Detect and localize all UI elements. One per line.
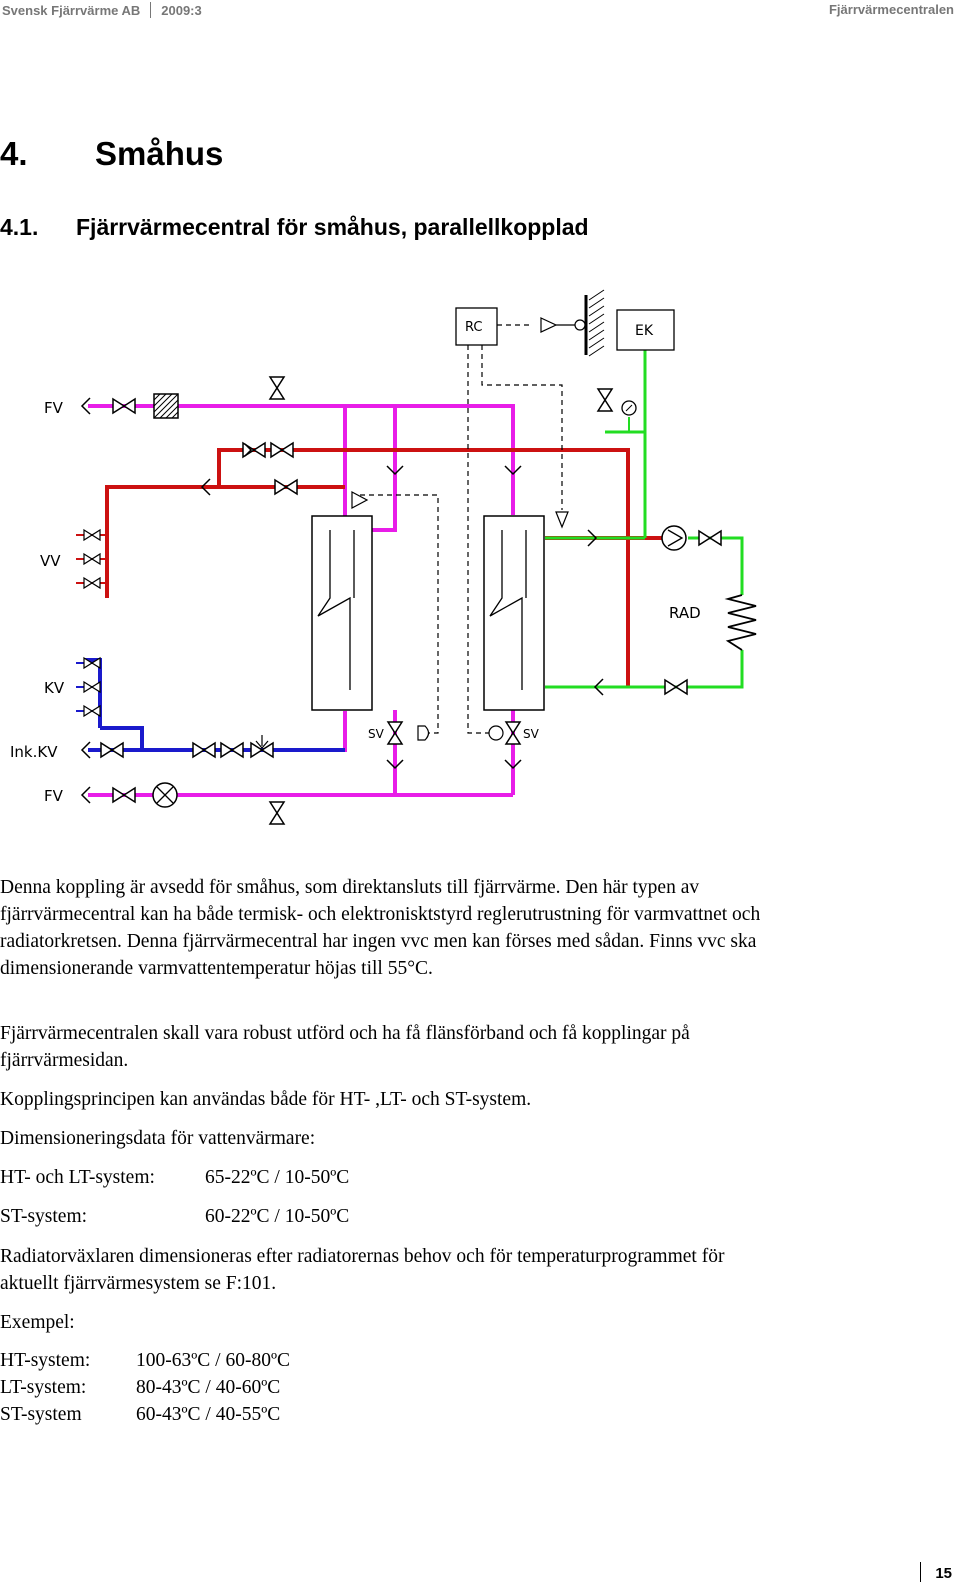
tap-valves-vv — [76, 530, 107, 588]
dimension-label: HT- och LT-system: — [0, 1167, 155, 1188]
radiator-return-pipe — [107, 450, 665, 687]
valve-icon — [113, 399, 135, 413]
dimension-value: 65-22ºC / 10-50ºC — [205, 1167, 350, 1188]
label-fv-bottom: FV — [44, 787, 63, 805]
chapter-title: Småhus — [95, 135, 224, 172]
district-heating-diagram — [0, 280, 960, 840]
dimension-value: 60-22ºC / 10-50ºC — [205, 1206, 350, 1227]
label-vv: VV — [40, 552, 61, 570]
valve-icon — [113, 788, 135, 802]
section-number: 4.1. — [0, 214, 39, 240]
pressure-gauge-icon — [622, 401, 636, 432]
valve-icon — [270, 377, 284, 399]
body-paragraph: Kopplingsprincipen kan användas både för HT- ,LT- och ST-system. — [0, 1089, 532, 1110]
actuator-icon — [418, 726, 503, 740]
valve-icon — [101, 743, 123, 757]
label-ink-kv: Ink.KV — [10, 743, 58, 761]
page-number — [920, 1562, 952, 1582]
radiator-icon — [728, 595, 756, 650]
page-divider — [920, 1562, 921, 1582]
example-value: 60-43ºC / 40-55ºC — [136, 1404, 281, 1425]
label-ek: EK — [635, 323, 654, 339]
valve-icon — [699, 531, 721, 545]
energy-meter-icon — [153, 783, 177, 807]
valve-icon — [193, 743, 215, 757]
example-row — [0, 1401, 280, 1428]
heat-exchanger-left — [312, 516, 372, 710]
example-row — [0, 1374, 280, 1401]
dimension-row — [0, 1203, 349, 1230]
cold-water-pipe — [84, 660, 345, 750]
valve-icon — [665, 680, 687, 694]
valve-icon — [271, 443, 293, 457]
pump-icon — [662, 526, 686, 550]
outer-wall — [586, 290, 604, 356]
example-row — [0, 1347, 290, 1374]
example-label: LT-system: — [0, 1377, 87, 1398]
label-sv-left: SV — [368, 727, 384, 741]
label-rc: RC — [465, 320, 483, 335]
label-rad: RAD — [669, 604, 701, 622]
radiator-circuit-pipe — [545, 350, 742, 687]
label-sv-right: SV — [523, 727, 539, 741]
heat-exchanger-right — [484, 516, 544, 710]
label-fv-top: FV — [44, 399, 63, 417]
chapter-number: 4. — [0, 135, 28, 172]
valve-icon — [275, 480, 297, 494]
label-kv: KV — [44, 679, 65, 697]
body-paragraph: Exempel: — [0, 1312, 75, 1333]
safety-valve-icon — [598, 389, 612, 411]
example-label: ST-system — [0, 1404, 82, 1425]
dimension-row — [0, 1164, 349, 1191]
section-name: Fjärrvärmecentralen — [828, 2, 954, 17]
company-name: Svensk Fjärrvärme AB — [2, 3, 141, 18]
running-header — [2, 2, 202, 18]
valve-icon — [506, 722, 520, 744]
valve-icon — [221, 743, 243, 757]
body-paragraph: Dimensioneringsdata för vattenvärmare: — [0, 1128, 316, 1149]
valve-icon — [270, 802, 284, 824]
primary-supply-pipe — [88, 406, 513, 795]
dimension-label: ST-system: — [0, 1206, 88, 1227]
issue-number: 2009:3 — [161, 3, 202, 18]
header-divider — [150, 2, 151, 18]
outdoor-sensor-icon — [541, 318, 585, 332]
section-heading — [0, 214, 589, 241]
example-label: HT-system: — [0, 1350, 91, 1371]
example-value: 80-43ºC / 40-60ºC — [136, 1377, 281, 1398]
body-paragraph: Radiatorväxlaren dimensioneras efter radiatorernas behov och för temperaturprogrammet för aktuellt fjärrvärmesystem se F:101. — [0, 1246, 725, 1294]
page-number-text: 15 — [935, 1565, 952, 1582]
body-paragraph: Fjärrvärmecentralen skall vara robust utförd och ha få flänsförband och få kopplingar på fjärrvärmesidan. — [0, 1023, 690, 1071]
section-title: Fjärrvärmecentral för småhus, parallellkopplad — [76, 214, 589, 240]
example-value: 100-63ºC / 60-80ºC — [136, 1350, 291, 1371]
valve-icon — [388, 722, 402, 744]
chapter-heading — [0, 135, 223, 173]
body-paragraph: Denna koppling är avsedd för småhus, som direktansluts till fjärrvärme. Den här typen av fjärrvärmecentral kan ha både termisk- och elektronisktstyrd reglerutrustning för varmvattnet och radiatorkretsen. Denna fjärrvärmecentral har ingen vvc men kan förses med sådan. Finns vvc ska dimensionerande varmvattentemperatur höjas till 55°C. — [0, 877, 761, 979]
strainer-icon — [154, 394, 178, 418]
tap-valves-kv — [76, 658, 100, 716]
